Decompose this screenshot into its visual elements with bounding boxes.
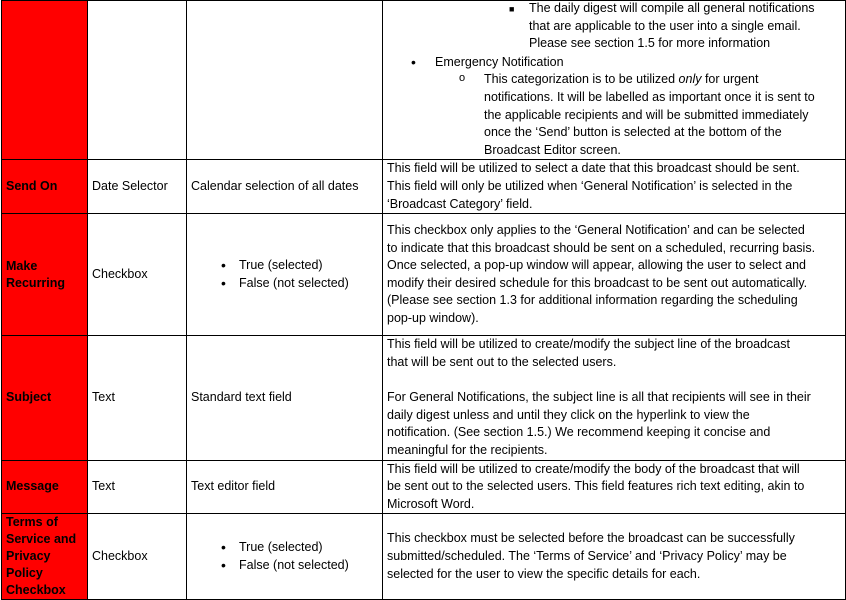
- description-line: Microsoft Word.: [387, 496, 475, 511]
- emergency-desc-line-2: notifications. It will be labelled as important once it is sent to: [484, 89, 815, 104]
- hollow-circle-bullet-icon: o: [459, 72, 466, 85]
- field-name-cell: Subject: [2, 336, 88, 460]
- field-type-cell: Text: [88, 460, 187, 514]
- field-name-cell: Terms of Service and Privacy Policy Checkbox: [2, 514, 88, 600]
- table-row-send-on: [2, 160, 846, 214]
- bullet-dot-icon: •: [411, 53, 416, 70]
- type-cell-empty: [88, 1, 187, 160]
- description-line: (Please see section 1.3 for additional information regarding the scheduling: [387, 293, 798, 308]
- field-values-cell: Standard text field: [187, 336, 383, 460]
- table-row-terms-checkbox: [2, 514, 846, 600]
- description-line: Once selected, a pop-up window will appear, allowing the user to select and: [387, 258, 807, 273]
- description-line: be sent out to the selected users. This field features rich text editing, akin to: [387, 479, 805, 494]
- field-values-cell: Calendar selection of all dates: [187, 160, 383, 214]
- description-line: meaningful for the recipients.: [387, 442, 548, 457]
- description-line: This field will be utilized to select a date that this broadcast should be sent.: [387, 161, 800, 176]
- description-line: ‘Broadcast Category’ field.: [387, 196, 533, 211]
- field-type-cell: Date Selector: [88, 160, 187, 214]
- values-list: [191, 257, 378, 292]
- emergency-notification-label: Emergency Notification: [435, 54, 564, 69]
- description-line: This field will only be utilized when ‘General Notification’ is selected in the: [387, 179, 793, 194]
- description-line: submitted/scheduled. The ‘Terms of Service’ and ‘Privacy Policy’ may be: [387, 548, 787, 563]
- description-cell-continuation: [383, 1, 846, 160]
- field-type-cell: Text: [88, 336, 187, 460]
- field-description-cell: [383, 160, 846, 214]
- value-item-false: • False (not selected): [191, 557, 378, 575]
- emergency-desc-line-3: the applicable recipients and will be submitted immediately: [484, 107, 809, 122]
- table-row-subject: [2, 336, 846, 460]
- value-item-true: • True (selected): [191, 539, 378, 557]
- description-line: This field will be utilized to create/modify the body of the broadcast that will: [387, 461, 800, 476]
- table-row-continuation: [2, 1, 846, 160]
- emergency-desc-line-1: This categorization is to be utilized only for urgent: [484, 72, 759, 87]
- digest-line-2: that are applicable to the user into a single email.: [529, 18, 801, 33]
- description-line: For General Notifications, the subject line is all that recipients will see in their: [387, 390, 811, 405]
- field-description-cell: [383, 460, 846, 514]
- field-spec-table: [1, 0, 846, 600]
- field-description-cell: [383, 336, 846, 460]
- description-line: This field will be utilized to create/modify the subject line of the broadcast: [387, 337, 790, 352]
- emergency-desc-line-4: once the ‘Send’ button is selected at the bottom of the: [484, 125, 782, 140]
- description-line: notification. (See section 1.5.) We recommend keeping it concise and: [387, 425, 771, 440]
- description-line: pop-up window).: [387, 311, 479, 326]
- description-line: selected for the user to view the specific details for each.: [387, 566, 701, 581]
- value-item-true: • True (selected): [191, 257, 378, 275]
- emergency-desc-line-5: Broadcast Editor screen.: [484, 142, 621, 157]
- description-line: modify their desired schedule for this broadcast to be sent out automatically.: [387, 275, 808, 290]
- square-bullet-icon: ■: [509, 4, 515, 14]
- field-values-cell: Text editor field: [187, 460, 383, 514]
- field-description-cell: [383, 514, 846, 600]
- description-line: This checkbox only applies to the ‘General Notification’ and can be selected: [387, 223, 805, 238]
- field-name-cell: Message: [2, 460, 88, 514]
- table-row-make-recurring: [2, 214, 846, 336]
- field-type-cell: Checkbox: [88, 214, 187, 336]
- description-line: that will be sent out to the selected users.: [387, 354, 617, 369]
- values-list: [191, 539, 378, 574]
- field-cell-empty: [2, 1, 88, 160]
- description-line: daily digest unless and until they click on the hyperlink to view the: [387, 407, 750, 422]
- description-line: This checkbox must be selected before the broadcast can be successfully: [387, 531, 795, 546]
- values-cell-empty: [187, 1, 383, 160]
- table-row-message: [2, 460, 846, 514]
- description-line: to indicate that this broadcast should be sent on a scheduled, recurring basis.: [387, 240, 816, 255]
- field-name-cell: Make Recurring: [2, 214, 88, 336]
- digest-line-1: The daily digest will compile all general notifications: [529, 1, 815, 15]
- field-name-cell: Send On: [2, 160, 88, 214]
- digest-line-3: Please see section 1.5 for more information: [529, 36, 771, 51]
- value-item-false: • False (not selected): [191, 275, 378, 293]
- field-description-cell: [383, 214, 846, 336]
- field-values-cell: [187, 514, 383, 600]
- field-values-cell: [187, 214, 383, 336]
- field-type-cell: Checkbox: [88, 514, 187, 600]
